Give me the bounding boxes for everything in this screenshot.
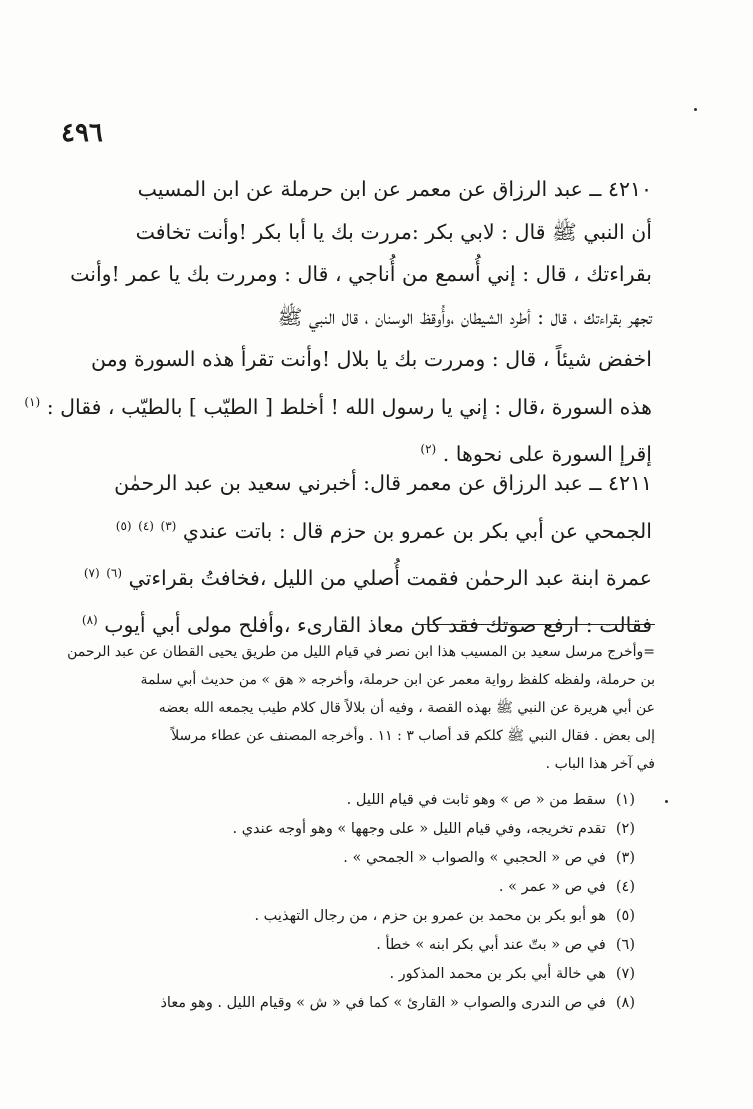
- page-number: ٤٩٦: [61, 118, 103, 148]
- footnote-text: في ص « الحجبي » والصواب « الجمحي » .: [343, 850, 606, 866]
- footnote-text: في ص « عمر » .: [498, 879, 606, 895]
- footnote: [100, 873, 635, 902]
- text-line: بقراءتك ، قال : إني أُسمع من أُناجي ، قال : ومررت بك يا عمر !وأنت: [70, 262, 652, 286]
- footnote: [100, 815, 635, 844]
- text-line: [24, 381, 652, 428]
- footnote-marker: (٧): [83, 565, 100, 580]
- hadith-4211: [81, 462, 652, 646]
- footnote-number: (٢): [615, 821, 635, 837]
- footnote-number: (٧): [615, 966, 635, 982]
- footnote-number: (١): [615, 792, 635, 808]
- note-line: عن أبي هريرة عن النبي ﷺ بهذه القصة ، وفيه أن بلالاً قال كلام طيب يجمعه الله بعضه: [158, 700, 655, 716]
- text-line: تجهر بقراءتك ، قال : أطرد الشيطان ،وأُوقظ الوسنان ، قال النبي ﷺ: [277, 304, 652, 329]
- text-line-content: عمرة ابنة عبد الرحمٰن فقمت أُصلي من الليل ،فخافتُ بقراءتي: [128, 565, 652, 590]
- footnote-text: هي خالة أبي بكر بن محمد المذكور .: [389, 966, 606, 982]
- text-line-content: فقالت : ارفع صوتك فقد كان معاذ القارىء ،وأفلح مولى أبي أيوب: [104, 612, 652, 637]
- footnote-divider: [415, 624, 655, 625]
- text-line: اخفض شيئاً ، قال : ومررت بك يا بلال !وأنت تقرأ هذه السورة ومن: [91, 347, 652, 371]
- text-line: أن النبي ﷺ قال : لابي بكر :مررت بك يا أبا بكر !وأنت تخافت: [135, 219, 652, 244]
- footnote-text: هو أبو بكر بن محمد بن عمرو بن حزم ، من رجال التهذيب .: [254, 908, 606, 924]
- footnote-text: في ص الندرى والصواب « القارئ » كما في « ش » وقيام الليل . وهو معاذ: [160, 995, 606, 1011]
- footnotes: [100, 786, 635, 1018]
- footnote: [100, 902, 635, 931]
- footnote-number: (٦): [615, 937, 635, 953]
- footnote-marker: (٢): [420, 441, 437, 456]
- note-line: =وأخرج مرسل سعيد بن المسيب هذا ابن نصر في قيام الليل من طريق يحيى القطان عن عبد الرحمن: [67, 644, 655, 660]
- footnote: [100, 786, 635, 815]
- footnote-marker: (٤): [138, 518, 154, 533]
- footnote-number: (٥): [615, 908, 635, 924]
- footnote-number: (٤): [615, 879, 635, 895]
- text-line-content: هذه السورة ،قال : إني يا رسول الله ! أخلط [ الطيّب ] بالطيّب ، فقال :: [46, 394, 652, 419]
- footnote: [100, 931, 635, 960]
- footnote-marker: (٨): [81, 613, 98, 628]
- footnote-text: تقدم تخريجه، وفي قيام الليل « على وجهها » وهو أوجه عندي .: [232, 821, 606, 837]
- footnote-marker: (٣): [160, 518, 177, 533]
- text-line: ٤٢١١ ــ عبد الرزاق عن معمر قال: أخبرني سعيد بن عبد الرحمٰن: [114, 471, 652, 495]
- continued-footnote: [67, 638, 655, 778]
- footnote: [100, 989, 635, 1018]
- footnote-number: (٨): [615, 995, 635, 1011]
- footnote-number: (٣): [615, 850, 635, 866]
- text-line-content: الجمحي عن أبي بكر بن عمرو بن حزم قال : باتت عندي: [182, 518, 652, 543]
- text-line: [83, 552, 652, 599]
- footnote-marker: (١): [24, 394, 41, 409]
- scan-speck: [665, 800, 668, 803]
- footnote-text: في ص « بتّ عند أبي بكر ابنه » خطأ .: [376, 937, 606, 953]
- footnote-text: سقط من « ص » وهو ثابت في قيام الليل .: [346, 792, 606, 808]
- footnote-marker: (٦): [106, 565, 123, 580]
- scan-speck: [694, 108, 697, 111]
- footnote: [100, 844, 635, 873]
- note-line: بن حرملة، ولفظه كلفظ رواية معمر عن ابن حرملة، وأخرجه « هق » من حديث أبي سلمة: [140, 672, 655, 688]
- footnote: [100, 960, 635, 989]
- hadith-4210: [24, 168, 652, 475]
- text-line: [112, 505, 652, 552]
- footnote-marker: (٥): [115, 518, 132, 533]
- text-line-content: إقرإ السورة على نحوها .: [442, 441, 652, 466]
- note-line: في آخر هذا الباب .: [545, 756, 655, 772]
- note-line: إلى بعض . فقال النبي ﷺ كلكم قد أصاب ٣ : ١١ . وأخرجه المصنف عن عطاء مرسلاً: [171, 728, 655, 744]
- text-line: ٤٢١٠ ــ عبد الرزاق عن معمر عن ابن حرملة عن ابن المسيب: [137, 177, 652, 201]
